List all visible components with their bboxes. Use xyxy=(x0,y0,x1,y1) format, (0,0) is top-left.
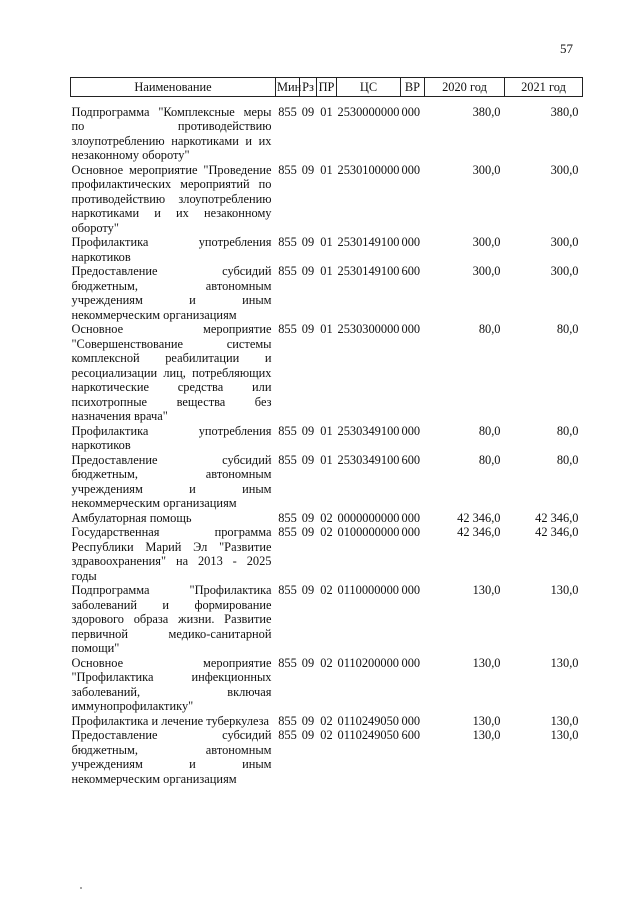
row-min: 855 xyxy=(278,452,297,467)
row-vr: 600 xyxy=(401,728,421,742)
row-cs: 2530149100 xyxy=(337,264,400,278)
scan-speck xyxy=(80,887,82,889)
row-cs: 0000000000 xyxy=(337,510,400,525)
row-pr: 01 xyxy=(320,264,333,278)
row-vr: 000 xyxy=(401,655,421,670)
row-cs: 2530000000 xyxy=(337,104,400,119)
header-2020: 2020 год xyxy=(425,78,505,97)
row-pr: 01 xyxy=(320,235,333,249)
row-pr: 02 xyxy=(320,655,333,670)
row-vr: 000 xyxy=(401,423,421,438)
row-2021: 80,0 xyxy=(556,322,579,336)
row-pr: 02 xyxy=(320,728,333,742)
row-2021: 42 346,0 xyxy=(535,510,579,525)
row-vr: 000 xyxy=(401,510,421,525)
table-row xyxy=(71,424,583,453)
row-name: Предоставление субсидий бюджетным, автономным учреждениям и иным некоммерческим организациям xyxy=(71,452,272,510)
row-min: 855 xyxy=(278,235,297,249)
header-2021: 2021 год xyxy=(505,78,583,97)
row-cs: 2530100000 xyxy=(337,162,400,177)
row-2021: 300,0 xyxy=(550,162,579,177)
table-row xyxy=(71,714,583,729)
row-pr: 01 xyxy=(320,452,333,467)
row-cs: 2530349100 xyxy=(337,452,400,467)
row-2021: 300,0 xyxy=(550,235,579,249)
row-2020: 380,0 xyxy=(472,104,501,119)
row-rz: 09 xyxy=(301,452,315,467)
row-vr: 000 xyxy=(401,104,421,119)
row-name: Государственная программа Республики Марий Эл "Развитие здравоохранения" на 2013 - 2025 годы xyxy=(71,525,272,583)
row-cs: 2530149100 xyxy=(337,235,400,249)
row-vr: 000 xyxy=(401,583,421,597)
table-body xyxy=(71,96,583,786)
row-min: 855 xyxy=(278,525,297,539)
row-name: Подпрограмма "Профилактика заболеваний и формирование здорового образа жизни. Развитие первичной медико-санитарной помощи" xyxy=(71,583,272,655)
row-rz: 09 xyxy=(301,423,315,438)
header-cs: ЦС xyxy=(337,78,401,97)
row-pr: 01 xyxy=(320,423,333,438)
row-name: Профилактика и лечение туберкулеза xyxy=(71,713,270,728)
row-vr: 000 xyxy=(401,162,421,177)
row-min: 855 xyxy=(278,510,297,525)
row-min: 855 xyxy=(278,423,297,438)
row-min: 855 xyxy=(278,322,297,336)
row-cs: 2530300000 xyxy=(337,322,400,336)
row-rz: 09 xyxy=(301,235,315,249)
row-2020: 130,0 xyxy=(472,728,501,742)
row-2021: 80,0 xyxy=(556,452,579,467)
row-name: Основное мероприятие "Проведение профилактических мероприятий по противодействию злоупотреблению наркотиками и их незаконному обороту" xyxy=(71,162,272,235)
row-2021: 380,0 xyxy=(550,104,579,119)
table-row xyxy=(71,322,583,424)
row-rz: 09 xyxy=(301,713,315,728)
row-2020: 80,0 xyxy=(478,423,501,438)
row-2021: 42 346,0 xyxy=(535,525,579,539)
row-cs: 0110000000 xyxy=(337,583,399,597)
table-row xyxy=(71,235,583,264)
row-rz: 09 xyxy=(301,728,315,742)
row-pr: 01 xyxy=(320,162,333,177)
row-name: Подпрограмма "Комплексные меры по противодействию злоупотреблению наркотиками и их незаконному обороту" xyxy=(71,104,272,162)
row-2020: 130,0 xyxy=(472,655,501,670)
row-name: Профилактика употребления наркотиков xyxy=(71,235,272,264)
row-2020: 80,0 xyxy=(478,452,501,467)
table-row xyxy=(71,728,583,786)
row-min: 855 xyxy=(278,104,297,119)
row-2020: 300,0 xyxy=(472,264,501,278)
row-name: Профилактика употребления наркотиков xyxy=(71,423,272,452)
row-cs: 0100000000 xyxy=(337,525,400,539)
row-2021: 80,0 xyxy=(556,423,579,438)
row-min: 855 xyxy=(278,264,297,278)
row-pr: 02 xyxy=(320,583,333,597)
row-pr: 02 xyxy=(320,713,333,728)
table-row xyxy=(71,583,583,656)
row-2021: 300,0 xyxy=(550,264,579,278)
row-rz: 09 xyxy=(301,583,315,597)
row-cs: 0110249050 xyxy=(337,713,399,728)
row-name: Основное мероприятие "Совершенствование системы комплексной реабилитации и ресоциализации лиц, потребляющих наркотические средства или психотропные вещества без назначения врача" xyxy=(71,322,272,423)
table-row xyxy=(71,511,583,526)
row-rz: 09 xyxy=(301,162,315,177)
row-min: 855 xyxy=(278,162,297,177)
row-cs: 0110200000 xyxy=(337,655,399,670)
table-row xyxy=(71,96,583,163)
row-pr: 01 xyxy=(320,104,333,119)
row-pr: 02 xyxy=(320,510,333,525)
table-row xyxy=(71,264,583,322)
row-min: 855 xyxy=(278,713,297,728)
row-vr: 000 xyxy=(401,713,421,728)
row-2020: 300,0 xyxy=(472,235,501,249)
header-vr: ВР xyxy=(401,78,425,97)
table-row xyxy=(71,656,583,714)
row-2021: 130,0 xyxy=(550,728,579,742)
table-header-row xyxy=(71,78,583,97)
row-vr: 600 xyxy=(401,452,421,467)
table-row xyxy=(71,525,583,583)
header-rz: Рз xyxy=(300,78,317,97)
row-rz: 09 xyxy=(301,322,315,336)
row-pr: 01 xyxy=(320,322,333,336)
row-vr: 000 xyxy=(401,235,421,249)
row-rz: 09 xyxy=(301,264,315,278)
header-pr: ПР xyxy=(317,78,337,97)
row-vr: 600 xyxy=(401,264,421,278)
row-cs: 2530349100 xyxy=(337,423,400,438)
header-min: Мин xyxy=(276,78,300,97)
row-2021: 130,0 xyxy=(550,655,579,670)
row-rz: 09 xyxy=(301,525,315,539)
row-min: 855 xyxy=(278,655,297,670)
row-name: Основное мероприятие "Профилактика инфекционных заболеваний, включая иммунопрофилактику" xyxy=(71,655,272,713)
row-rz: 09 xyxy=(301,104,315,119)
header-name: Наименование xyxy=(71,78,276,97)
row-2020: 80,0 xyxy=(478,322,501,336)
row-2020: 300,0 xyxy=(472,162,501,177)
row-name: Амбулаторная помощь xyxy=(71,510,192,525)
row-name: Предоставление субсидий бюджетным, автономным учреждениям и иным некоммерческим организациям xyxy=(71,264,272,322)
row-2021: 130,0 xyxy=(550,583,579,597)
row-cs: 0110249050 xyxy=(337,728,399,742)
row-2020: 42 346,0 xyxy=(457,525,501,539)
row-min: 855 xyxy=(278,583,297,597)
table-row xyxy=(71,163,583,236)
row-name: Предоставление субсидий бюджетным, автономным учреждениям и иным некоммерческим организациям xyxy=(71,728,272,786)
page-number: 57 xyxy=(560,41,573,56)
row-pr: 02 xyxy=(320,525,333,539)
row-rz: 09 xyxy=(301,655,315,670)
row-2021: 130,0 xyxy=(550,713,579,728)
budget-table xyxy=(70,77,583,786)
row-2020: 130,0 xyxy=(472,583,501,597)
row-2020: 42 346,0 xyxy=(457,510,501,525)
row-vr: 000 xyxy=(401,322,421,336)
row-rz: 09 xyxy=(301,510,315,525)
row-min: 855 xyxy=(278,728,297,742)
row-vr: 000 xyxy=(401,525,421,539)
row-2020: 130,0 xyxy=(472,713,501,728)
table-row xyxy=(71,453,583,511)
